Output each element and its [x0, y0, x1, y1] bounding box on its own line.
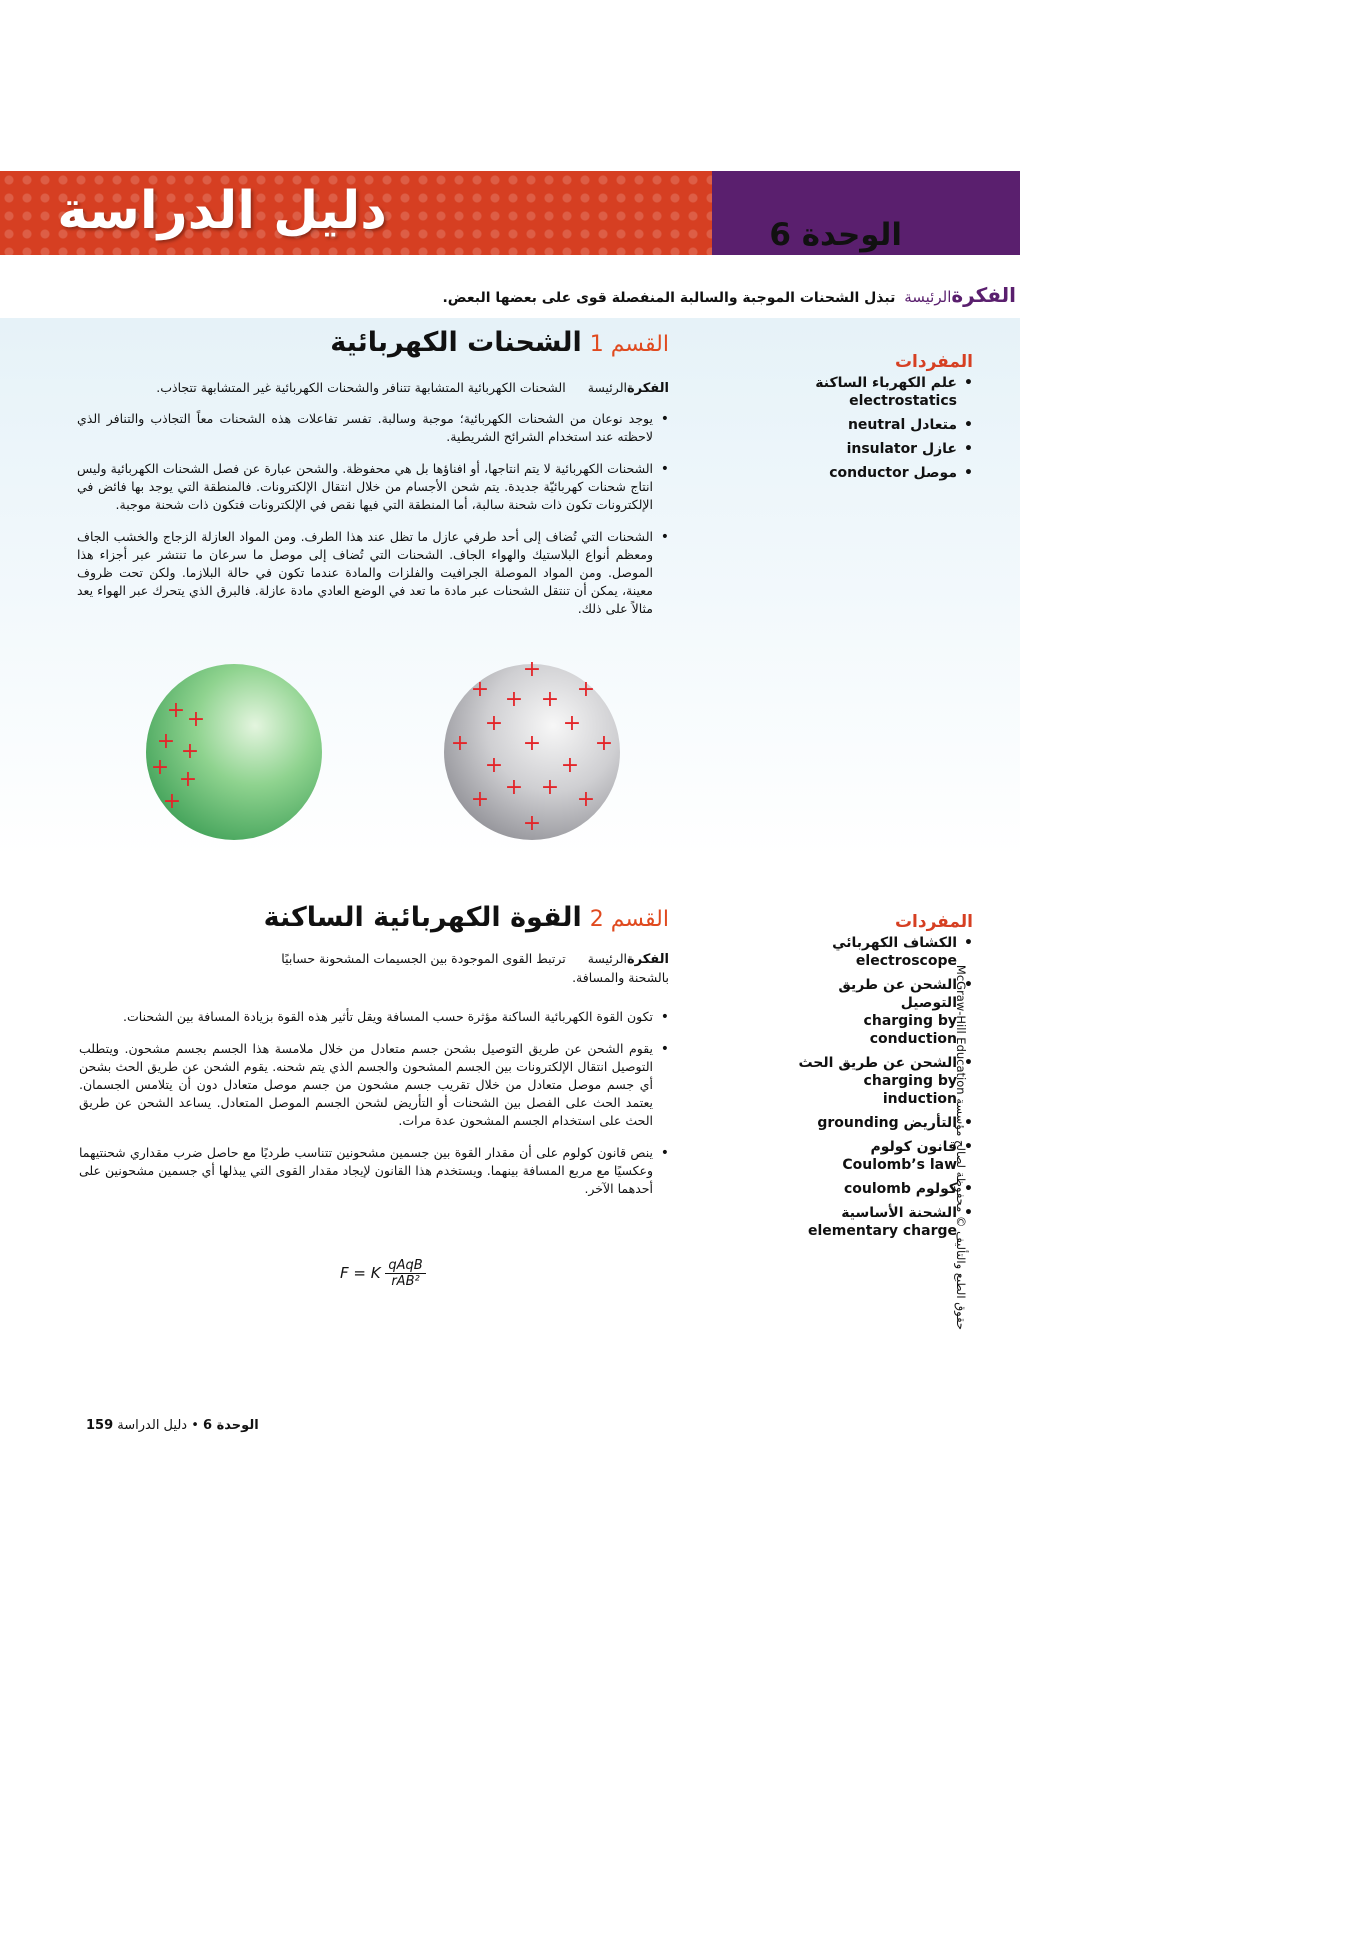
plus-sign: + — [504, 775, 524, 800]
section2-main-idea-label-light: الرئيسة — [587, 951, 627, 966]
page-title: دليل الدراسة — [57, 181, 387, 241]
big-idea-text: تبذل الشحنات الموجبة والسالبة المنفصلة قوى على بعضها البعض. — [442, 290, 896, 306]
plus-sign: + — [470, 787, 490, 812]
section1-main-idea — [69, 379, 669, 398]
list-item: • الشحنات الكهربائية لا يتم انتاجها، أو افناؤها بل هي محفوظة. والشحن عبارة عن فصل الشحنات الكهربائية وليس انتاج شحنات كهربائيّة جديدة. يتم شحن الأجسام من خلال انتقال الإلكترونات. فالمنطقة التي يوجد بها فائض في الإلكترونات تكون ذات شحنة سالبة، أما المنطقة التي فيها نقص في الإلكترونات فتكون ذات شحنة موجبة. — [77, 460, 669, 514]
plus-sign: + — [180, 739, 200, 764]
section2-main-idea-label: الفكرة — [626, 952, 669, 967]
vocab-item: • الكشاف الكهربائي electroscope — [793, 934, 973, 970]
plus-sign: + — [504, 687, 524, 712]
big-idea-label-light: الرئيسة — [904, 288, 952, 306]
page-number: 159 — [86, 1418, 114, 1433]
charged-spheres-figure — [130, 660, 650, 850]
section2-main-idea — [269, 950, 669, 987]
banner-red-band — [0, 171, 712, 255]
vocab-item: • عازل insulator — [793, 440, 973, 458]
plus-sign: + — [166, 698, 186, 723]
formula-lhs: F = K — [340, 1264, 381, 1282]
plus-sign: + — [560, 753, 580, 778]
plus-sign: + — [150, 755, 170, 780]
vocab-item: • الشحن عن طريق الحث charging by induction — [793, 1054, 973, 1108]
section2-title: القوة الكهربائية الساكنة — [263, 902, 582, 933]
plus-sign: + — [162, 789, 182, 814]
banner-purple-band — [712, 171, 1020, 255]
plus-sign: + — [470, 677, 490, 702]
plus-sign: + — [594, 731, 614, 756]
section2-main-idea-text: ترتبط القوى الموجودة بين الجسيمات المشحونة حسابيًا بالشحنة والمسافة. — [281, 951, 669, 985]
list-item: • تكون القوة الكهربائية الساكنة مؤثرة حسب المسافة ويقل تأثير هذه القوة بزيادة المسافة بين الشحنات. — [79, 1008, 669, 1026]
vocab-item: • قانون كولوم Coulomb’s law — [793, 1138, 973, 1174]
coulomb-formula — [340, 1258, 426, 1289]
section1-bullet-list — [77, 410, 669, 632]
vocab-item: • التأريض grounding — [793, 1114, 973, 1132]
section1-main-idea-label-light: الرئيسة — [587, 380, 627, 395]
vocab-title: المفردات — [894, 912, 973, 932]
footer-section: دليل الدراسة — [117, 1418, 188, 1433]
plus-sign: + — [522, 660, 542, 682]
vocab-item: • كولوم coulomb — [793, 1180, 973, 1198]
list-item: • يوجد نوعان من الشحنات الكهربائية؛ موجبة وسالبة. تفسر تفاعلات هذه الشحنات معاً التجاذب والتنافر الذي لاحظته عند استخدام الشرائح الشريطية. — [77, 410, 669, 446]
section1-number: القسم 1 — [589, 332, 669, 357]
plus-sign: + — [540, 775, 560, 800]
footer-unit: الوحدة 6 — [203, 1418, 259, 1433]
vocab-item: • متعادل neutral — [793, 416, 973, 434]
vocab-item: • موصل conductor — [793, 464, 973, 482]
plus-sign: + — [576, 677, 596, 702]
header-banner — [0, 171, 1020, 255]
plus-sign: + — [450, 731, 470, 756]
section1-title: الشحنات الكهربائية — [330, 327, 582, 358]
vocab-title: المفردات — [894, 352, 973, 372]
vocab-item: • الشحنة الأساسية elementary charge — [793, 1204, 973, 1240]
footer-separator: • — [191, 1418, 199, 1433]
section1-main-idea-text: الشحنات الكهربائية المتشابهة تتنافر والشحنات الكهربائية غير المتشابهة تتجاذب. — [156, 380, 566, 395]
section2-heading — [264, 902, 669, 933]
plus-sign: + — [576, 787, 596, 812]
plus-sign: + — [178, 767, 198, 792]
list-item: • الشحنات التي تُضاف إلى أحد طرفي عازل ما تظل عند هذا الطرف. ومن المواد العازلة الزجاج والخشب الجاف ومعظم أنواع البلاستيك والهواء الجاف. الشحنات التي تُضاف إلى موصل ما سرعان ما تنتشر عبر أجزاء هذا الموصل. ومن المواد الموصلة الجرافيت والفلزات والمادة عندما تكون في حالة البلازما. ولكن تحت ظروف معينة، يمكن أن تنتقل الشحنات عبر مادة ما تعد في الوضع العادي مادة عازلة. فالبرق الذي يتحرك عبر الهواء يعد مثالاً على ذلك. — [77, 528, 669, 618]
plus-sign: + — [484, 753, 504, 778]
section2-number: القسم 2 — [589, 907, 669, 932]
plus-sign: + — [540, 687, 560, 712]
formula-denominator: rAB² — [391, 1274, 420, 1289]
plus-sign: + — [484, 711, 504, 736]
section1-vocabulary — [793, 352, 973, 488]
big-idea-label: الفكرة — [951, 283, 1016, 307]
plus-sign: + — [562, 711, 582, 736]
vocab-item: • علم الكهرباء الساكنة electrostatics — [793, 374, 973, 410]
plus-sign: + — [186, 707, 206, 732]
plus-sign: + — [522, 731, 542, 756]
section2-bullet-list — [79, 1008, 669, 1212]
plus-sign: + — [156, 729, 176, 754]
section1-heading — [330, 327, 669, 358]
copyright-credit: حقوق الطبع والتأليف © محفوظة لصالح مؤسسة McGraw-Hill Education — [954, 964, 968, 1330]
list-item: • ينص قانون كولوم على أن مقدار القوة بين جسمين مشحونين تتناسب طرديًا مع حاصل ضرب مقداري شحنتيهما وعكسيًا مع مربع المسافة بينهما. ويستخدم هذا القانون لإيجاد مقدار القوى التي يبذلها أي جسمين مشحونين على أحدهما الآخر. — [79, 1144, 669, 1198]
unit-label: الوحدة 6 — [769, 217, 902, 253]
page-footer — [76, 1418, 269, 1433]
vocab-item: • الشحن عن طريق التوصيل charging by conduction — [793, 976, 973, 1048]
list-item: • يقوم الشحن عن طريق التوصيل بشحن جسم متعادل من خلال ملامسة هذا الجسم بجسم مشحون. ويتطلب التوصيل انتقال الإلكترونات بين الجسم المشحون والجسم الذي يتم شحنه. يقوم الشحن عن طريق الحث بشحن أي جسم موصل متعادل من خلال تقريب جسم مشحون من جسم موصل متعادل دون أن يتلامس الجسمان. يعتمد الحث على الفصل بين الشحنات أو التأريض لشحن الجسم الموصل المتعادل. يساعد الشحن عن طريق الحث على استخدام الجسم المشحون عدة مرات. — [79, 1040, 669, 1130]
formula-fraction — [385, 1258, 425, 1289]
formula-numerator: qAqB — [385, 1258, 425, 1274]
plus-sign: + — [522, 811, 542, 836]
big-idea — [442, 283, 1016, 307]
section1-main-idea-label: الفكرة — [626, 381, 669, 396]
section2-vocabulary — [793, 912, 973, 1246]
